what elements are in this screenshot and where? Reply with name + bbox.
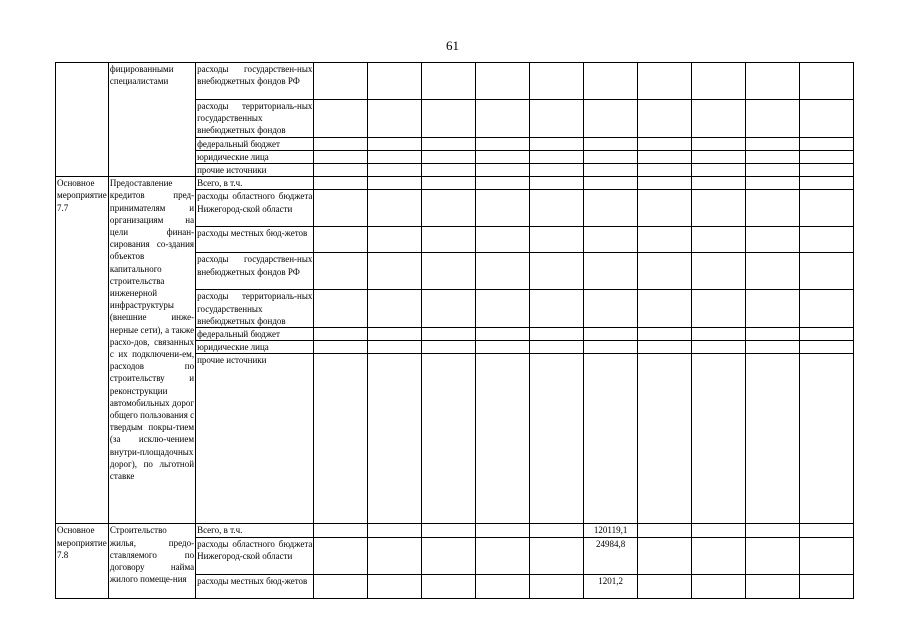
empty-cell (476, 190, 530, 227)
empty-cell (799, 354, 853, 524)
empty-cell (530, 100, 584, 138)
empty-cell (530, 574, 584, 598)
empty-cell (638, 341, 692, 354)
empty-cell (746, 328, 800, 341)
empty-cell (799, 150, 853, 163)
value-cell: 24984,8 (584, 537, 638, 574)
empty-cell (530, 150, 584, 163)
empty-cell (638, 227, 692, 253)
empty-cell (746, 137, 800, 150)
empty-cell (638, 290, 692, 328)
funding-source: юридические лица (196, 341, 314, 354)
empty-cell (692, 150, 746, 163)
empty-cell (476, 354, 530, 524)
empty-cell (638, 137, 692, 150)
empty-cell (638, 150, 692, 163)
empty-cell (746, 354, 800, 524)
table-row (56, 63, 854, 100)
empty-cell (530, 537, 584, 574)
empty-cell (799, 341, 853, 354)
empty-cell (368, 63, 422, 100)
empty-cell (638, 177, 692, 190)
empty-cell (692, 177, 746, 190)
measure-description: Предоставление кредитов пред-принимателям и организациям на цели финан-сирования со-здания объектов капитального строительства инженерной инфраструктуры (внешние инже-нерные сети), а также расхо-дов, связанных с их подключени-ем, расходов по строительству и реконструкции автомобильных дорог общего пользования с твердым покры-тием (за исклю-чением внутри-площадочных дорог), по льготной ставке (108, 177, 195, 524)
empty-cell (584, 100, 638, 138)
empty-cell (799, 100, 853, 138)
empty-cell (530, 164, 584, 177)
empty-cell (746, 537, 800, 574)
value-cell: 120119,1 (584, 524, 638, 537)
empty-cell (799, 574, 853, 598)
empty-cell (422, 150, 476, 163)
empty-cell (746, 63, 800, 100)
empty-cell (692, 253, 746, 290)
empty-cell (584, 253, 638, 290)
empty-cell (476, 328, 530, 341)
empty-cell (422, 537, 476, 574)
empty-cell (799, 290, 853, 328)
empty-cell (746, 164, 800, 177)
empty-cell (746, 100, 800, 138)
empty-cell (692, 341, 746, 354)
empty-cell (638, 63, 692, 100)
empty-cell (314, 164, 368, 177)
empty-cell (368, 328, 422, 341)
empty-cell (584, 63, 638, 100)
funding-source: федеральный бюджет (196, 328, 314, 341)
empty-cell (476, 537, 530, 574)
empty-cell (476, 100, 530, 138)
empty-cell (476, 177, 530, 190)
empty-cell (638, 328, 692, 341)
empty-cell (692, 164, 746, 177)
empty-cell (584, 341, 638, 354)
empty-cell (314, 341, 368, 354)
empty-cell (746, 253, 800, 290)
empty-cell (422, 227, 476, 253)
empty-cell (422, 190, 476, 227)
empty-cell (368, 177, 422, 190)
empty-cell (530, 177, 584, 190)
empty-cell (368, 164, 422, 177)
empty-cell (746, 177, 800, 190)
empty-cell (314, 137, 368, 150)
empty-cell (584, 177, 638, 190)
empty-cell (799, 524, 853, 537)
empty-cell (530, 354, 584, 524)
measure-description: Строительство жилья, предо-ставляемого по договору найма жилого помеще-ния (108, 524, 195, 598)
funding-source: Всего, в т.ч. (196, 177, 314, 190)
empty-cell (368, 354, 422, 524)
empty-cell (476, 524, 530, 537)
empty-cell (368, 537, 422, 574)
empty-cell (692, 190, 746, 227)
empty-cell (368, 150, 422, 163)
empty-cell (314, 524, 368, 537)
empty-cell (314, 63, 368, 100)
empty-cell (692, 227, 746, 253)
empty-cell (746, 524, 800, 537)
empty-cell (422, 177, 476, 190)
empty-cell (692, 524, 746, 537)
empty-cell (368, 190, 422, 227)
empty-cell (422, 137, 476, 150)
empty-cell (746, 574, 800, 598)
empty-cell (422, 253, 476, 290)
empty-cell (422, 63, 476, 100)
empty-cell (530, 190, 584, 227)
empty-cell (368, 100, 422, 138)
empty-cell (368, 253, 422, 290)
funding-source: расходы местных бюд-жетов (196, 574, 314, 598)
funding-source: Всего, в т.ч. (196, 524, 314, 537)
measure-label: Основное мероприятие 7.7 (56, 177, 109, 524)
funding-source: юридические лица (196, 150, 314, 163)
funding-source: расходы областного бюджета Нижегород-ской области (196, 190, 314, 227)
empty-cell (638, 354, 692, 524)
empty-cell (746, 341, 800, 354)
empty-cell (368, 524, 422, 537)
empty-cell (692, 63, 746, 100)
empty-cell (746, 150, 800, 163)
empty-cell (638, 100, 692, 138)
value-cell: 1201,2 (584, 574, 638, 598)
empty-cell (638, 537, 692, 574)
funding-source: расходы территориаль-ных государственных внебюджетных фондов (197, 291, 313, 326)
empty-cell (530, 253, 584, 290)
funding-source: расходы государствен-ных внебюджетных фондов РФ (196, 63, 314, 100)
empty-cell (746, 290, 800, 328)
empty-cell (422, 341, 476, 354)
measure-label (56, 63, 109, 177)
empty-cell (584, 290, 638, 328)
empty-cell (476, 227, 530, 253)
empty-cell (799, 177, 853, 190)
table-row (56, 177, 854, 190)
empty-cell (692, 137, 746, 150)
measure-label: Основное мероприятие 7.8 (56, 524, 109, 598)
empty-cell (314, 100, 368, 138)
empty-cell (746, 190, 800, 227)
empty-cell (584, 137, 638, 150)
funding-source: расходы местных бюд-жетов (196, 227, 314, 253)
empty-cell (530, 341, 584, 354)
empty-cell (584, 227, 638, 253)
empty-cell (422, 574, 476, 598)
empty-cell (368, 137, 422, 150)
empty-cell (799, 63, 853, 100)
empty-cell (422, 100, 476, 138)
empty-cell (314, 227, 368, 253)
empty-cell (314, 290, 368, 328)
empty-cell (638, 574, 692, 598)
empty-cell (422, 524, 476, 537)
empty-cell (799, 227, 853, 253)
empty-cell (692, 537, 746, 574)
empty-cell (476, 137, 530, 150)
empty-cell (314, 150, 368, 163)
funding-source: федеральный бюджет (196, 137, 314, 150)
empty-cell (692, 574, 746, 598)
empty-cell (638, 524, 692, 537)
empty-cell (692, 354, 746, 524)
empty-cell (584, 190, 638, 227)
empty-cell (422, 290, 476, 328)
empty-cell (368, 227, 422, 253)
empty-cell (314, 253, 368, 290)
empty-cell (584, 164, 638, 177)
empty-cell (584, 150, 638, 163)
empty-cell (476, 253, 530, 290)
empty-cell (799, 328, 853, 341)
empty-cell (314, 354, 368, 524)
funding-source: прочие источники (196, 164, 314, 177)
empty-cell (314, 537, 368, 574)
empty-cell (638, 253, 692, 290)
empty-cell (530, 290, 584, 328)
empty-cell (368, 290, 422, 328)
empty-cell (799, 137, 853, 150)
empty-cell (799, 190, 853, 227)
empty-cell (422, 328, 476, 341)
funding-source: расходы областного бюджета Нижегород-ской области (196, 537, 314, 574)
empty-cell (799, 537, 853, 574)
empty-cell (692, 328, 746, 341)
empty-cell (476, 290, 530, 328)
empty-cell (422, 164, 476, 177)
empty-cell (692, 290, 746, 328)
empty-cell (368, 574, 422, 598)
empty-cell (314, 328, 368, 341)
empty-cell (476, 341, 530, 354)
empty-cell (476, 63, 530, 100)
empty-cell (368, 341, 422, 354)
empty-cell (476, 574, 530, 598)
funding-source: расходы территориаль-ных государственных внебюджетных фондов (197, 101, 313, 136)
measure-description: фицированными специалистами (108, 63, 195, 177)
empty-cell (476, 150, 530, 163)
funding-source: расходы государствен-ных внебюджетных фондов РФ (196, 253, 314, 290)
empty-cell (638, 190, 692, 227)
empty-cell (476, 164, 530, 177)
empty-cell (638, 164, 692, 177)
empty-cell (746, 227, 800, 253)
page-number: 61 (446, 38, 459, 53)
empty-cell (584, 328, 638, 341)
empty-cell (799, 253, 853, 290)
empty-cell (799, 164, 853, 177)
empty-cell (314, 190, 368, 227)
empty-cell (314, 574, 368, 598)
budget-table (55, 62, 854, 599)
empty-cell (584, 354, 638, 524)
funding-source: прочие источники (196, 354, 314, 524)
empty-cell (422, 354, 476, 524)
table-row (56, 524, 854, 537)
empty-cell (530, 63, 584, 100)
empty-cell (530, 524, 584, 537)
empty-cell (530, 137, 584, 150)
empty-cell (530, 328, 584, 341)
empty-cell (530, 227, 584, 253)
empty-cell (692, 100, 746, 138)
empty-cell (314, 177, 368, 190)
